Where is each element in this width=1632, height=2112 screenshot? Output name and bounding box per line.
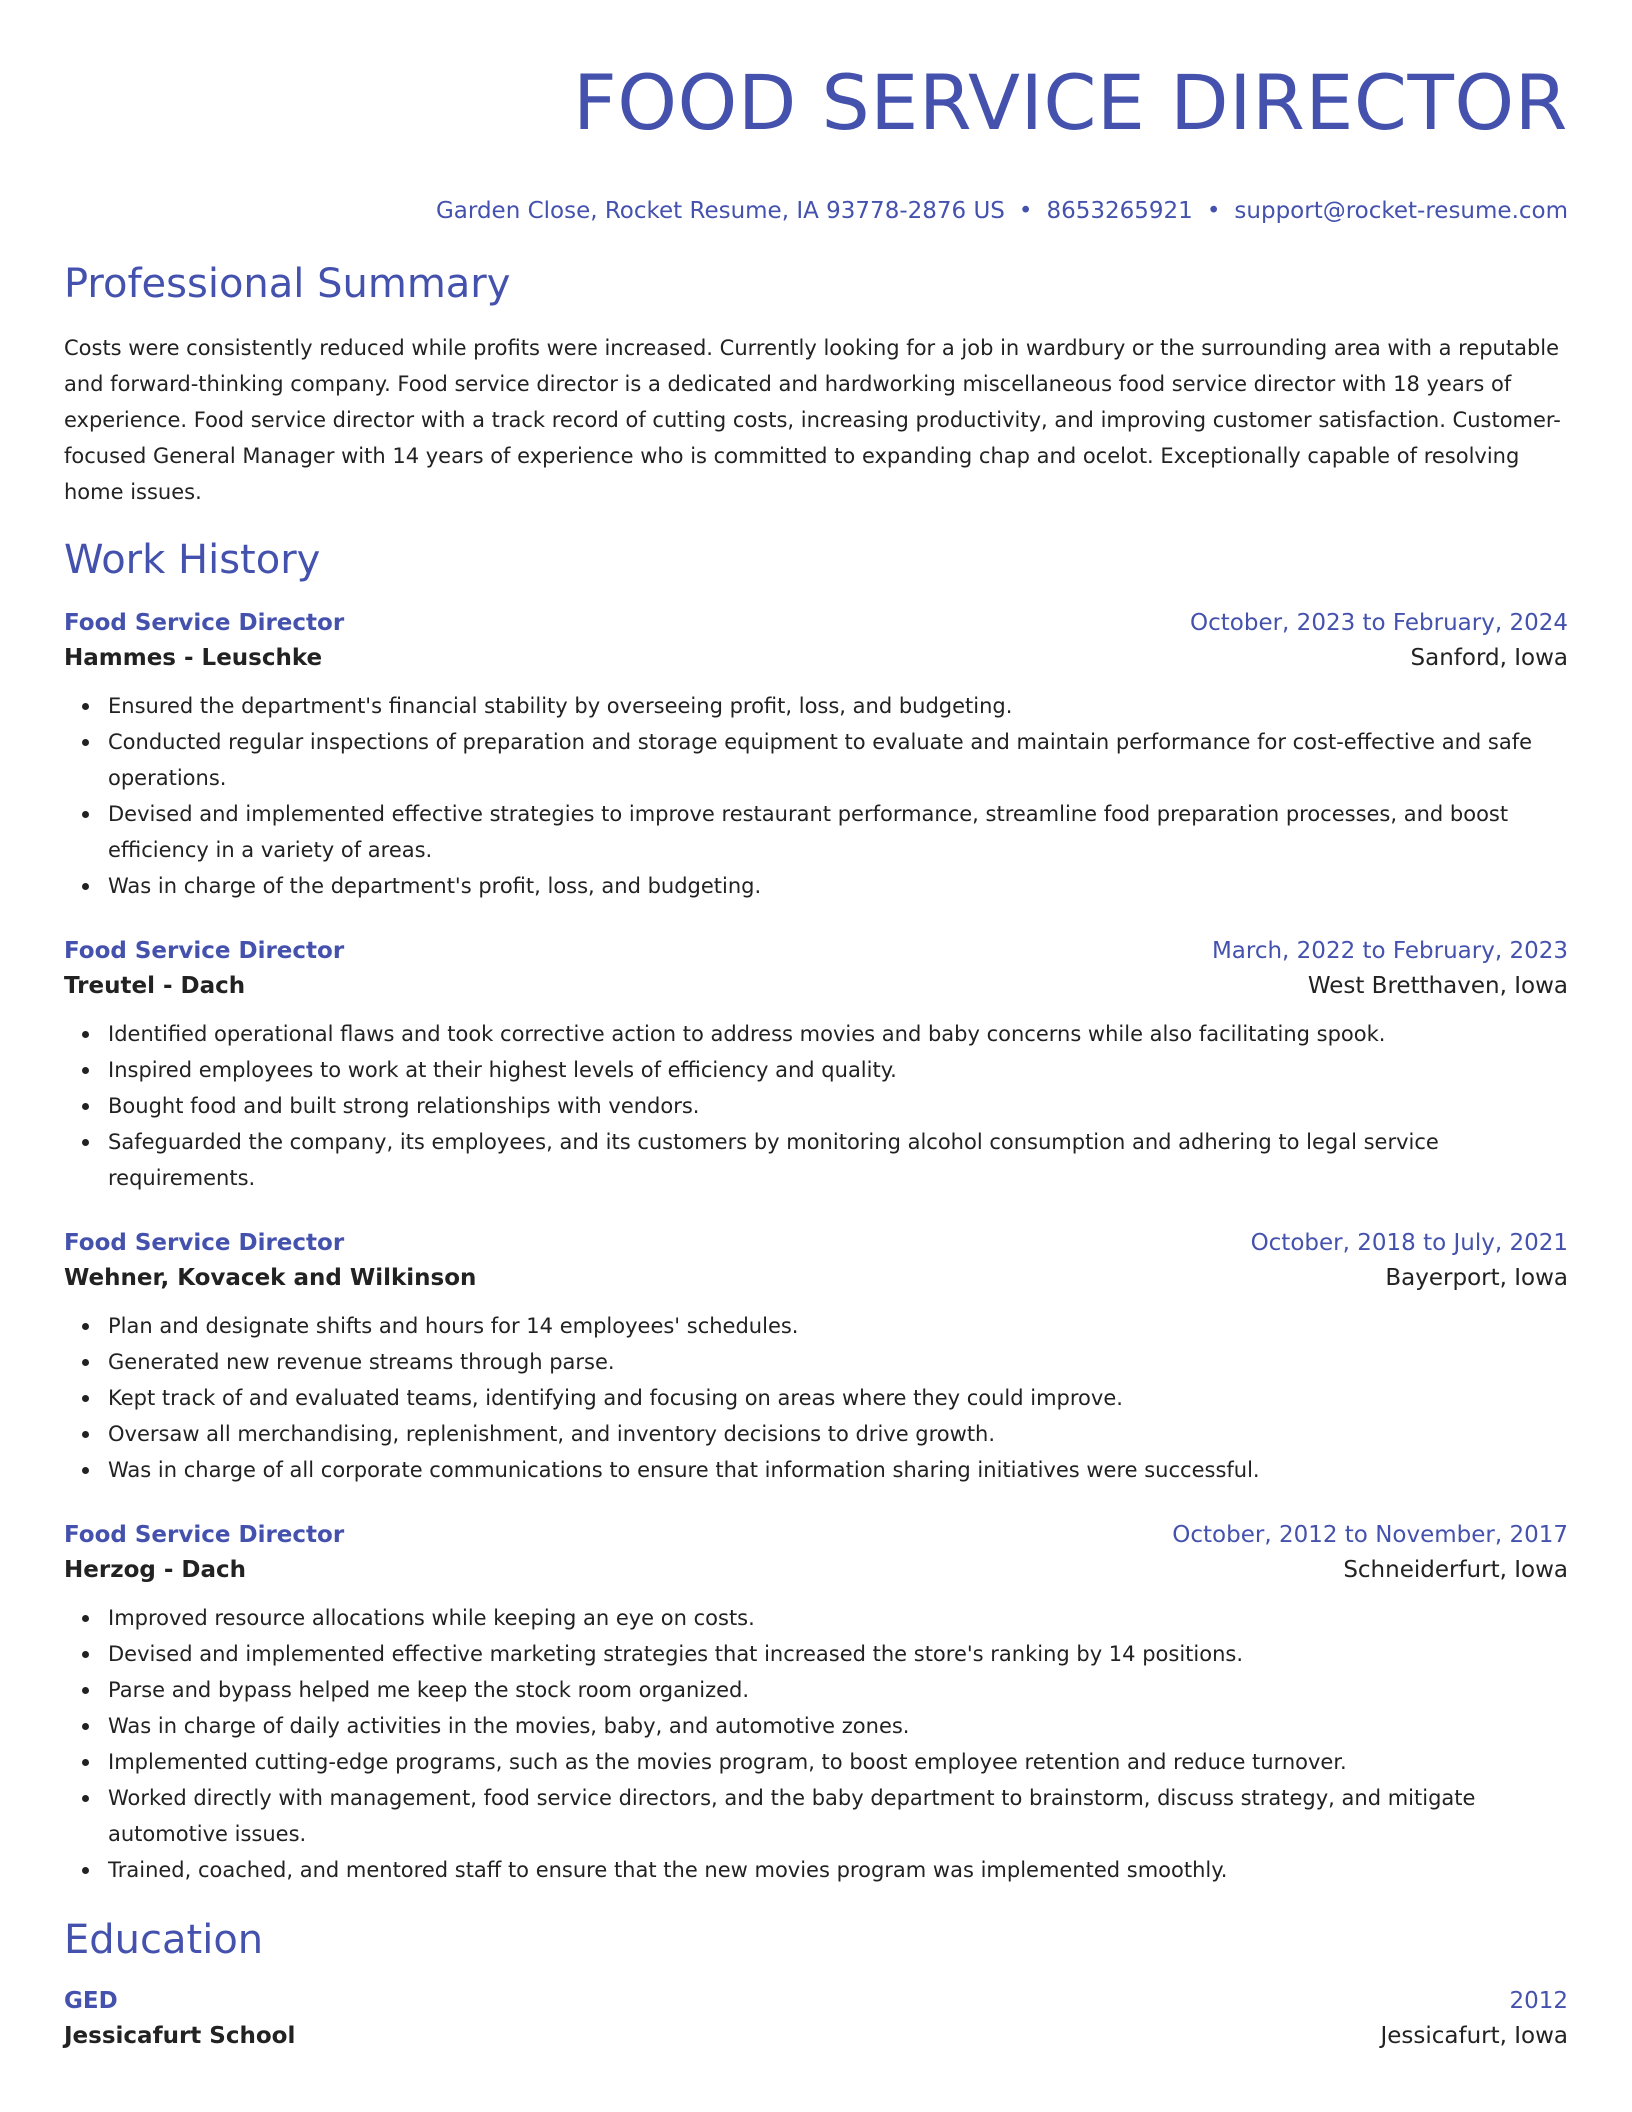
job-company: Herzog - Dach xyxy=(64,1557,247,1583)
job-bullet: Identified operational flaws and took corrective action to address movies and baby concerns while also facilitating spook. xyxy=(108,1016,1568,1052)
job-bullet: Inspired employees to work at their highest levels of efficiency and quality. xyxy=(108,1052,1568,1088)
education-heading: Education xyxy=(64,1917,264,1963)
job-company-row xyxy=(64,968,1568,1004)
education-school-row xyxy=(64,2018,1568,2054)
job-location: Schneiderfurt, Iowa xyxy=(1343,1557,1568,1583)
job-entry xyxy=(64,606,1568,904)
resume-header xyxy=(64,0,1568,226)
job-bullet: Kept track of and evaluated teams, identifying and focusing on areas where they could improve. xyxy=(108,1380,1568,1416)
job-title: Food Service Director xyxy=(64,1230,345,1256)
job-bullet: Implemented cutting-edge programs, such as the movies program, to boost employee retention and reduce turnover. xyxy=(108,1744,1568,1780)
job-title-row xyxy=(64,606,1568,640)
job-bullet: Safeguarded the company, its employees, and its customers by monitoring alcohol consumption and adhering to legal service requirements. xyxy=(108,1124,1568,1196)
resume-name: FOOD SERVICE DIRECTOR xyxy=(573,58,1568,147)
job-bullet: Improved resource allocations while keeping an eye on costs. xyxy=(108,1600,1568,1636)
job-entry xyxy=(64,934,1568,1196)
job-dates: March, 2022 to February, 2023 xyxy=(1211,938,1568,964)
job-company-row xyxy=(64,1260,1568,1296)
job-title-row xyxy=(64,1518,1568,1552)
contact-separator: • xyxy=(1206,198,1221,224)
job-title: Food Service Director xyxy=(64,938,345,964)
job-bullet: Was in charge of daily activities in the movies, baby, and automotive zones. xyxy=(108,1708,1568,1744)
education-year: 2012 xyxy=(1509,1988,1568,2014)
work-history-heading: Work History xyxy=(64,537,321,583)
contact-email[interactable]: support@rocket-resume.com xyxy=(1234,198,1568,224)
job-bullet: Devised and implemented effective marketing strategies that increased the store's ranking by 14 positions. xyxy=(108,1636,1568,1672)
job-entry xyxy=(64,1518,1568,1888)
job-bullet: Bought food and built strong relationships with vendors. xyxy=(108,1088,1568,1124)
education-degree-row xyxy=(64,1984,1568,2018)
job-bullet: Trained, coached, and mentored staff to ensure that the new movies program was implemented smoothly. xyxy=(108,1852,1568,1888)
education-school: Jessicafurt School xyxy=(64,2023,296,2049)
contact-phone: 8653265921 xyxy=(1046,198,1193,224)
job-bullets xyxy=(64,688,1568,904)
job-company-row xyxy=(64,640,1568,676)
job-title-row xyxy=(64,934,1568,968)
summary-heading: Professional Summary xyxy=(64,261,511,307)
job-company: Hammes - Leuschke xyxy=(64,645,323,671)
summary-text: Costs were consistently reduced while profits were increased. Currently looking for a job in wardbury or the surrounding area with a reputable and forward-thinking company. Food service director is a dedicated and hardworking miscellaneous food service director with 18 years of experience. Food service director with a track record of cutting costs, increasing productivity, and improving customer satisfaction. Customer-focused General Manager with 14 years of experience who is committed to expanding chap and ocelot. Exceptionally capable of resolving home issues. xyxy=(64,336,1561,504)
job-company-row xyxy=(64,1552,1568,1588)
job-bullet: Was in charge of all corporate communications to ensure that information sharing initiatives were successful. xyxy=(108,1452,1568,1488)
job-entry xyxy=(64,1226,1568,1488)
job-location: Sanford, Iowa xyxy=(1410,645,1568,671)
job-title: Food Service Director xyxy=(64,610,345,636)
contact-line xyxy=(64,196,1568,226)
job-dates: October, 2023 to February, 2024 xyxy=(1190,610,1568,636)
job-title: Food Service Director xyxy=(64,1522,345,1548)
job-bullets xyxy=(64,1308,1568,1488)
job-bullet: Oversaw all merchandising, replenishment, and inventory decisions to drive growth. xyxy=(108,1416,1568,1452)
job-dates: October, 2018 to July, 2021 xyxy=(1250,1230,1568,1256)
job-bullets xyxy=(64,1016,1568,1196)
job-location: West Bretthaven, Iowa xyxy=(1307,973,1568,999)
contact-address: Garden Close, Rocket Resume, IA 93778-2876 US xyxy=(435,198,1005,224)
job-bullet: Conducted regular inspections of preparation and storage equipment to evaluate and maintain performance for cost-effective and safe operations. xyxy=(108,724,1568,796)
job-bullets xyxy=(64,1600,1568,1888)
education-degree: GED xyxy=(64,1988,118,2014)
job-company: Wehner, Kovacek and Wilkinson xyxy=(64,1265,477,1291)
job-title-row xyxy=(64,1226,1568,1260)
education-location: Jessicafurt, Iowa xyxy=(1380,2023,1568,2049)
job-location: Bayerport, Iowa xyxy=(1385,1265,1568,1291)
contact-separator: • xyxy=(1018,198,1033,224)
job-bullet: Generated new revenue streams through parse. xyxy=(108,1344,1568,1380)
job-bullet: Devised and implemented effective strategies to improve restaurant performance, streamline food preparation processes, and boost efficiency in a variety of areas. xyxy=(108,796,1568,868)
job-bullet: Ensured the department's financial stability by overseeing profit, loss, and budgeting. xyxy=(108,688,1568,724)
education-entry xyxy=(64,1984,1568,2054)
job-bullet: Parse and bypass helped me keep the stock room organized. xyxy=(108,1672,1568,1708)
job-bullet: Was in charge of the department's profit, loss, and budgeting. xyxy=(108,868,1568,904)
job-dates: October, 2012 to November, 2017 xyxy=(1172,1522,1568,1548)
job-bullet: Worked directly with management, food service directors, and the baby department to brainstorm, discuss strategy, and mitigate automotive issues. xyxy=(108,1780,1568,1852)
job-bullet: Plan and designate shifts and hours for 14 employees' schedules. xyxy=(108,1308,1568,1344)
job-company: Treutel - Dach xyxy=(64,973,246,999)
